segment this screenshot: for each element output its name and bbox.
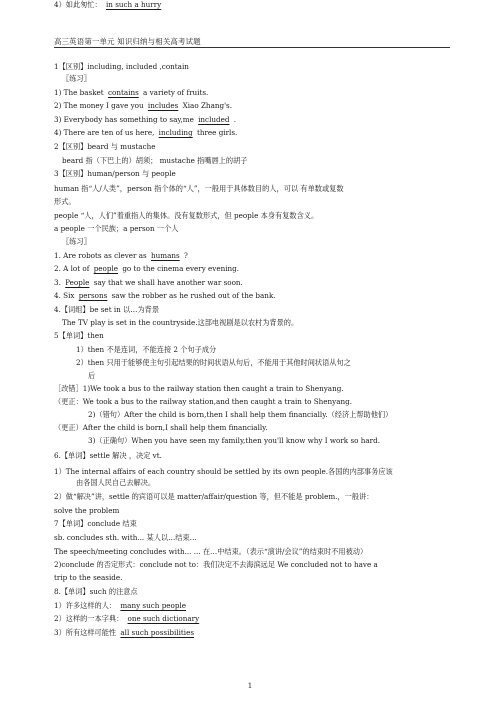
text-line — [54, 197, 76, 206]
text-line — [54, 519, 137, 528]
line-text: 1）许多这样的人： — [54, 601, 119, 610]
text-line — [54, 305, 159, 314]
text-line — [54, 587, 138, 596]
line-text: （更正：We took a bus to the railway station,and then caught a train to Shenyang. — [54, 397, 353, 406]
text-line — [54, 492, 373, 501]
page-header-title: 高三英语第一单元 知识归纳与相关高考试题 — [54, 37, 201, 46]
text-line — [76, 345, 216, 354]
line-text: 8.【单词】such 的注意点 — [54, 587, 138, 596]
line-text-after: Xiao Zhang's. — [180, 101, 233, 110]
line-text: 2）做“解决”讲，settle 的宾语可以是 matter/affair/question 等，但不能是 problem.，一般讲： — [54, 492, 374, 501]
answer-blank: includes — [147, 101, 179, 110]
line-text-after: three girls. — [194, 128, 238, 137]
text-line — [54, 423, 268, 432]
answer-blank: all such possibilities — [120, 628, 195, 637]
text-line — [88, 410, 392, 419]
line-text: 4.【词组】be set in 以…为背景 — [54, 305, 160, 314]
line-text-after: saw the robber as he rushed out of the bank. — [109, 291, 276, 300]
line-text: 2)（错句）After the child is born,then I shall help them financially.（经济上帮助他们） — [88, 410, 393, 419]
text-line — [54, 601, 188, 610]
line-text: 2）这样的一本字典： — [54, 614, 126, 623]
line-text: The TV play is set in the countryside.这部电视剧是以农村为背景的。 — [62, 318, 299, 327]
text-line — [54, 384, 344, 393]
line-text: 1）The internal affairs of each country should be settled by its own people.各国的内部事务应该 — [54, 467, 393, 476]
line-text: 形式。 — [54, 197, 76, 206]
line-text: 2) The money I gave you — [54, 101, 146, 110]
text-line — [62, 74, 91, 83]
line-text: 1. Are robots as clever as — [54, 251, 149, 260]
line-text: 1【区别】including, included ,contain — [54, 62, 189, 71]
text-line — [54, 547, 367, 556]
line-text: 4) There are ten of us here, — [54, 128, 157, 137]
line-text: sb. concludes sth. with... 某人以…结束… — [54, 533, 197, 542]
line-text: 2. A lot of — [54, 264, 92, 273]
text-line — [54, 62, 189, 71]
line-text: people “人，人们”着重指人的集体。没有复数形式，但 people 本身有复数含义。 — [54, 211, 319, 220]
answer-blank: one such dictionary — [127, 614, 200, 623]
line-text: 后 — [88, 371, 96, 380]
line-text: The speech/meeting concludes with... ... 在…中结束。（表示“演讲/会议”的结束时不用被动） — [54, 547, 368, 556]
line-text-after: . — [231, 115, 237, 124]
header-divider — [54, 47, 450, 48]
text-line — [54, 560, 378, 569]
line-text: solve the problem — [54, 506, 120, 515]
text-line — [54, 451, 162, 460]
line-text: 2【区别】beard 与 mustache — [54, 142, 156, 151]
line-text: 1) The basket — [54, 88, 106, 97]
line-text: 1）then 不是连词，不能连接 2 个句子成分 — [76, 345, 217, 354]
line-text: 5【单词】then — [54, 331, 104, 340]
answer-blank: in such a hurry — [105, 0, 162, 9]
line-text: 4. Six — [54, 291, 77, 300]
line-text: beard 指（下巴上的）胡须； mustache 指嘴唇上的胡子 — [62, 156, 248, 165]
text-line — [76, 478, 155, 487]
line-text: human 指“人/人类”，person 指个体的“人”，一般用于具体数目的人，可以 有单数或复数 — [54, 184, 344, 193]
answer-blank: including — [158, 128, 193, 137]
text-line — [54, 278, 243, 287]
text-line — [54, 614, 201, 623]
text-line — [54, 291, 276, 300]
text-line — [54, 224, 178, 233]
line-text: 7【单词】conclude 结束 — [54, 519, 137, 528]
line-text: 3)（正确句）When you have seen my family,then you'll know why I work so hard. — [88, 436, 380, 445]
text-line — [54, 184, 344, 193]
text-line — [54, 169, 176, 178]
page-number: 1 — [247, 682, 253, 690]
text-line — [62, 156, 247, 165]
text-line — [54, 628, 196, 637]
line-text: 〖练习〗 — [62, 74, 91, 83]
text-line — [54, 0, 163, 9]
text-line — [54, 467, 393, 476]
line-text: 4）如此匆忙： — [54, 0, 104, 9]
text-line — [54, 101, 232, 110]
text-line — [54, 115, 236, 124]
answer-blank: contains — [107, 88, 139, 97]
line-text-after: a variety of fruits. — [140, 88, 209, 97]
text-line — [54, 142, 155, 151]
answer-blank: included — [198, 115, 230, 124]
text-line — [88, 436, 380, 445]
text-line — [54, 264, 239, 273]
text-line — [54, 88, 208, 97]
answer-blank: people — [93, 264, 119, 273]
line-text: 6.【单词】settle 解决 ，决定 vt. — [54, 451, 162, 460]
line-text: a people 一个民族；a person 一个人 — [54, 224, 179, 233]
text-line — [54, 251, 188, 260]
answer-blank: humans — [151, 251, 180, 260]
text-line — [54, 533, 197, 542]
line-text: 2）then 只用于能够使主句引起结果的时间状语从句后，不能用于其他时间状语从句之 — [76, 358, 351, 367]
text-line — [54, 397, 352, 406]
line-text-after: say that we shall have another war soon. — [91, 278, 243, 287]
text-line — [54, 506, 119, 515]
line-text: 2)conclude 的否定形式：conclude not to：我们决定不去海滨远足 We concluded not to have a — [54, 560, 378, 569]
line-text: 3) Everybody has something to say,me — [54, 115, 197, 124]
answer-blank: many such people — [120, 601, 187, 610]
answer-blank: People — [65, 278, 90, 287]
line-text-after: go to the cinema every evening. — [120, 264, 240, 273]
line-text: 〖练习〗 — [62, 237, 91, 246]
line-text: 3）所有这样可能性 — [54, 628, 119, 637]
text-line — [54, 128, 237, 137]
line-text: 3【区别】human/person 与 people — [54, 169, 176, 178]
text-line — [62, 318, 298, 327]
line-text: trip to the seaside. — [54, 573, 123, 582]
text-line — [54, 331, 104, 340]
text-line — [88, 371, 95, 380]
line-text-after: ? — [181, 251, 188, 260]
line-text: 由各国人民自己去解决。 — [76, 478, 156, 487]
text-line — [54, 573, 122, 582]
text-line — [76, 358, 351, 367]
line-text: ［改错］1)We took a bus to the railway station then caught a train to Shenyang. — [54, 384, 344, 393]
text-line — [54, 211, 318, 220]
line-text: 3. — [54, 278, 64, 287]
line-text: （更正）After the child is born,I shall help them financially. — [54, 423, 268, 432]
text-line — [62, 237, 91, 246]
answer-blank: persons — [78, 291, 108, 300]
